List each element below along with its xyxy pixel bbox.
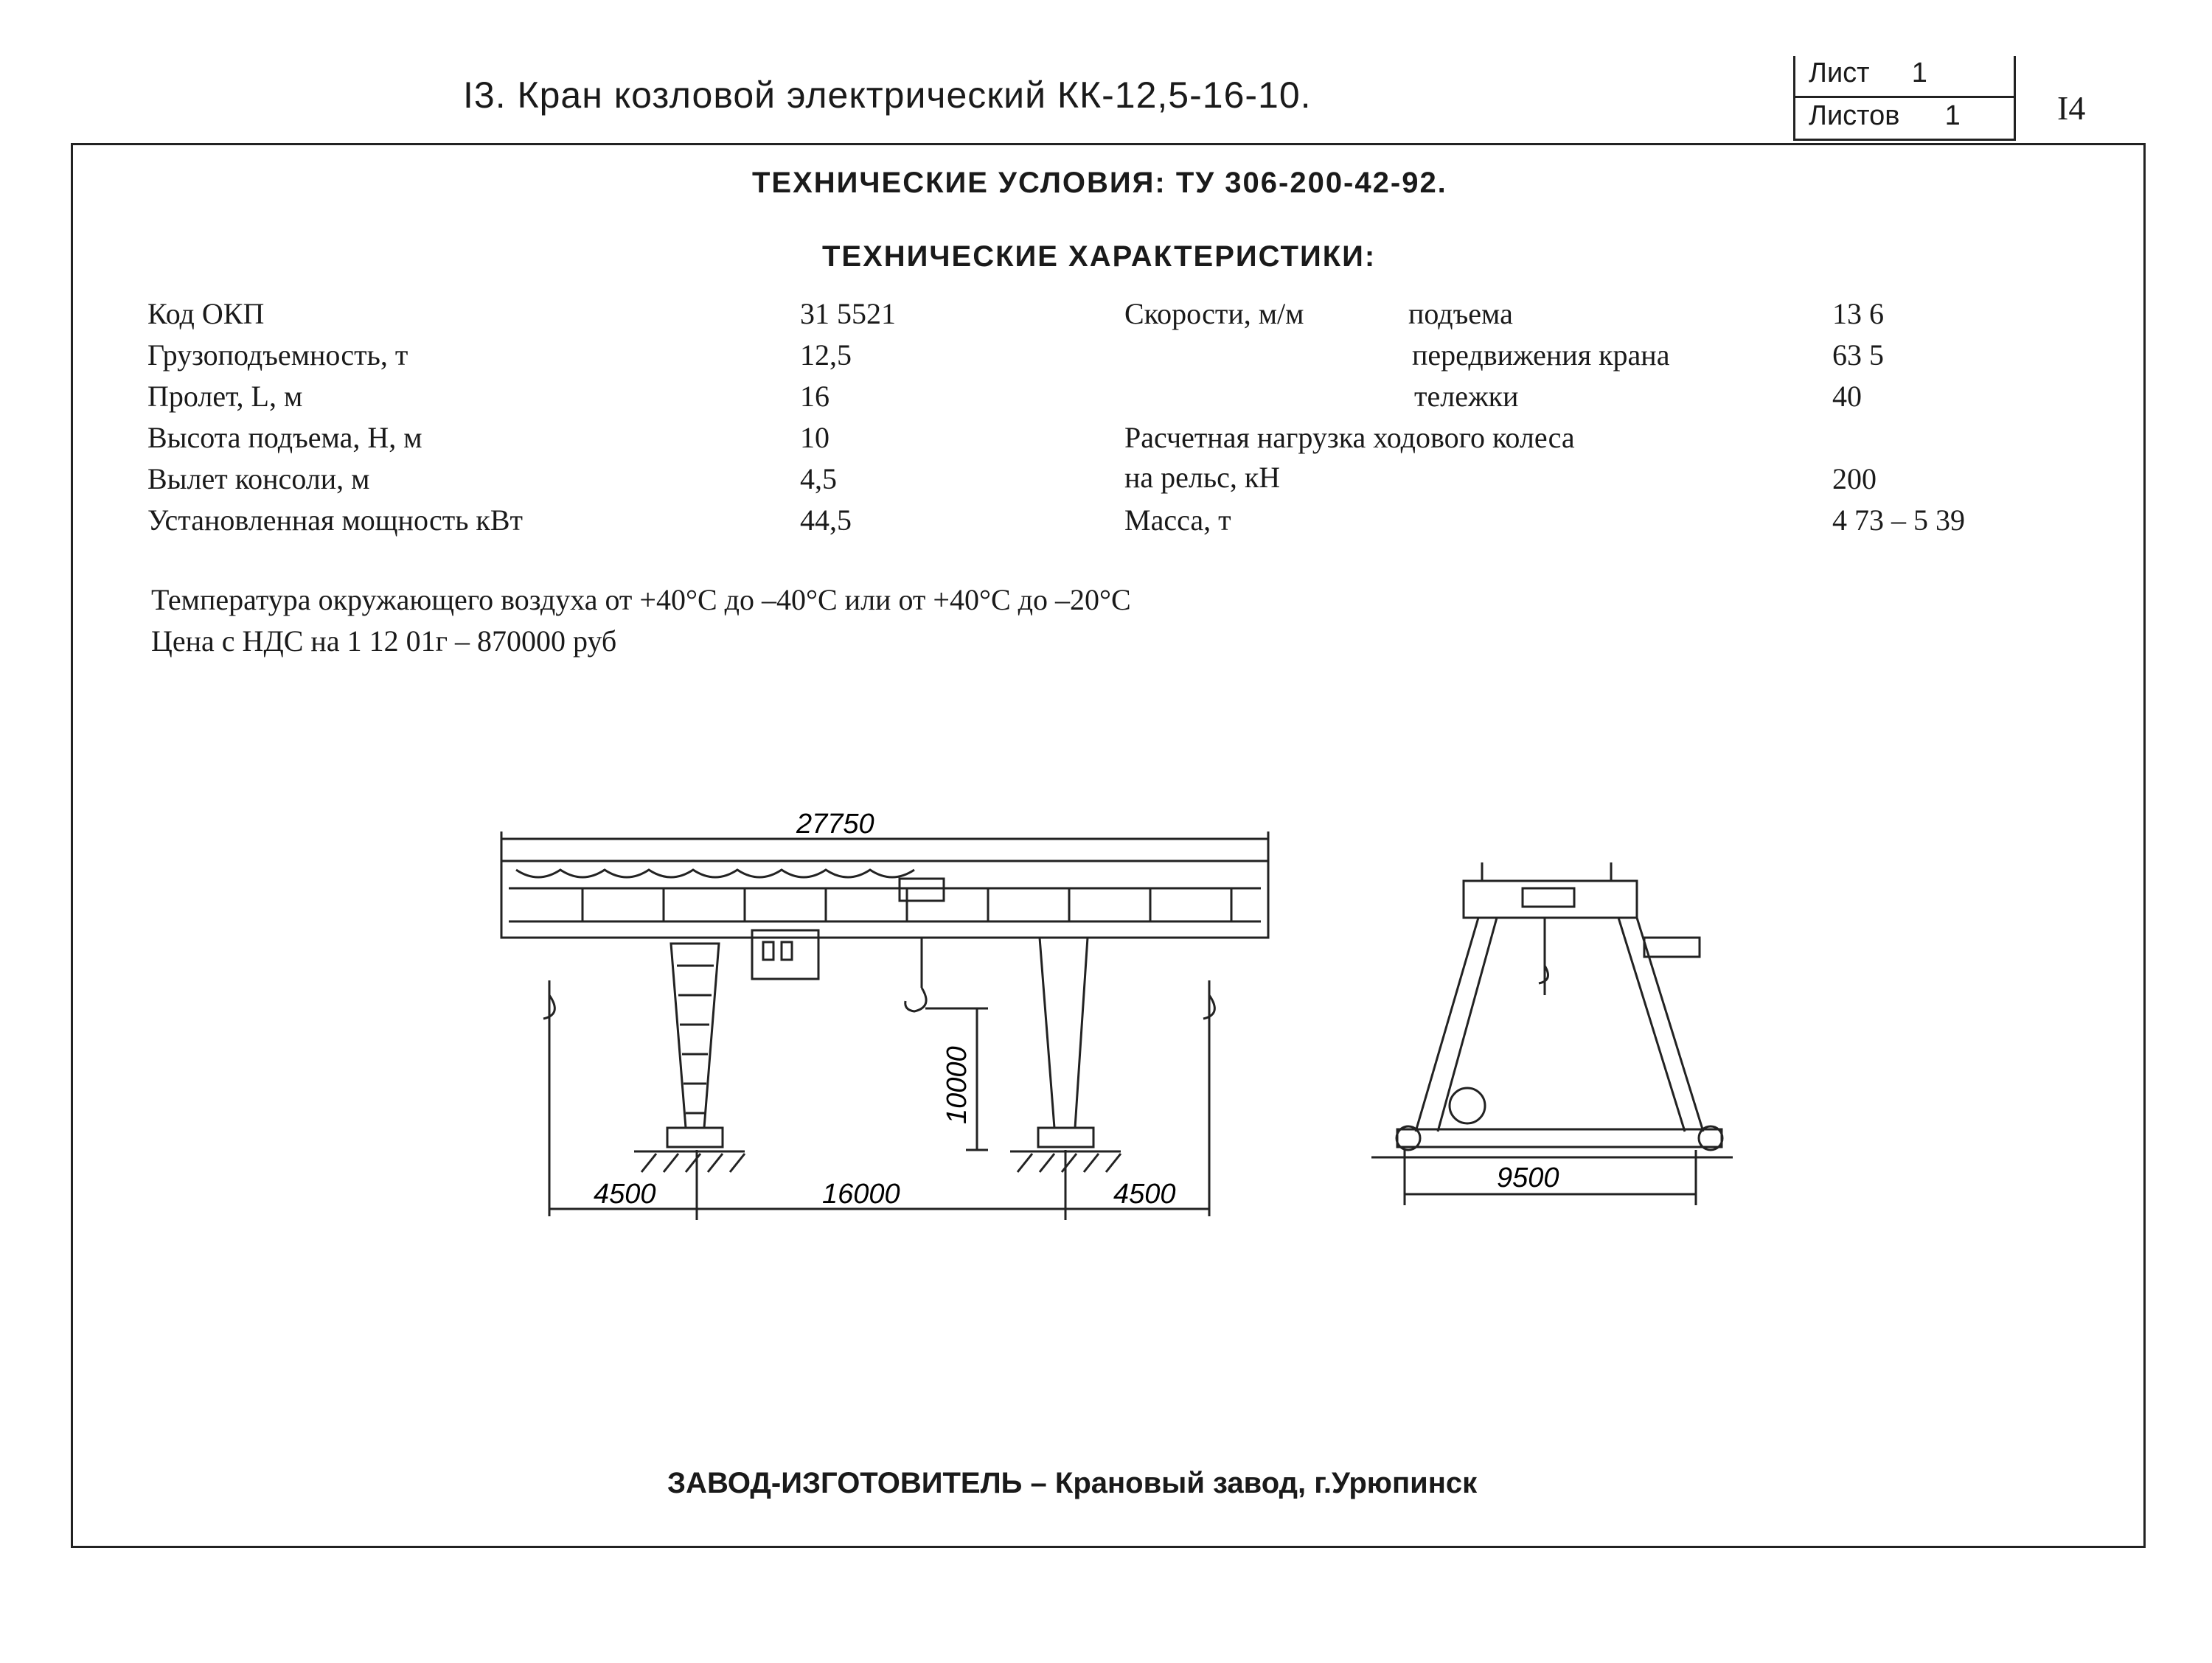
mass-value: 4 73 – 5 39	[1832, 503, 1965, 537]
overall-length-label: 27750	[796, 809, 874, 840]
spec-value: 4,5	[800, 462, 837, 495]
spec-label: Код ОКП	[147, 297, 265, 330]
speed-label: передвижения крана	[1412, 338, 1670, 372]
side-leg-right	[1618, 918, 1685, 1132]
characteristics-title: ТЕХНИЧЕСКИЕ ХАРАКТЕРИСТИКИ:	[822, 240, 1377, 273]
side-trolley	[1523, 888, 1574, 907]
sheet-value: 1	[1911, 57, 1927, 88]
spec-value: 12,5	[800, 338, 852, 372]
cabin-window	[763, 942, 773, 960]
document-title: I3. Кран козловой электрический КК-12,5-16-10.	[463, 74, 1312, 116]
spec-value: 31 5521	[800, 297, 896, 330]
spec-label: Пролет, L, м	[147, 380, 303, 413]
temperature-note: Температура окружающего воздуха от +40°С до –40°С или от +40°С до –20°С	[151, 583, 1131, 616]
side-base-beam	[1397, 1129, 1722, 1147]
sheet-label: Лист	[1809, 57, 1870, 88]
load-value: 200	[1832, 462, 1877, 495]
hook-icon	[905, 988, 926, 1011]
cable-drum	[1450, 1088, 1485, 1123]
side-girder	[1464, 881, 1637, 918]
spec-label: Вылет консоли, м	[147, 462, 370, 495]
spec-value: 10	[800, 421, 830, 454]
span-label: 16000	[822, 1179, 900, 1210]
load-label: на рельс, кН	[1124, 461, 1281, 494]
spec-value: 44,5	[800, 503, 852, 537]
cabin-window	[782, 942, 792, 960]
ground-hatch	[1018, 1154, 1121, 1172]
mass-label: Масса, т	[1124, 503, 1231, 537]
spec-label: Грузоподъемность, т	[147, 338, 408, 372]
manufacturer: ЗАВОД-ИЗГОТОВИТЕЛЬ – Крановый завод, г.Урюпинск	[667, 1467, 1478, 1499]
hook-icon	[1539, 966, 1548, 983]
right-bogie	[1038, 1128, 1093, 1147]
spec-value: 16	[800, 380, 830, 413]
price-note: Цена с НДС на 1 12 01г – 870000 руб	[151, 624, 617, 658]
technical-conditions: ТЕХНИЧЕСКИЕ УСЛОВИЯ: ТУ 306-200-42-92.	[752, 167, 1447, 199]
side-view	[1371, 862, 1733, 1205]
ground-hatch	[641, 1154, 745, 1172]
load-label: Расчетная нагрузка ходового колеса	[1124, 421, 1575, 454]
side-cabin	[1644, 938, 1700, 957]
left-leg	[671, 944, 719, 1128]
cable-festoon	[516, 870, 914, 877]
console-right-label: 4500	[1113, 1179, 1176, 1210]
sheets-value: 1	[1944, 100, 1961, 131]
speed-value: 63 5	[1832, 338, 1884, 372]
speed-label: тележки	[1414, 380, 1519, 413]
console-left-label: 4500	[594, 1179, 656, 1210]
page-number: I4	[2057, 89, 2086, 127]
speed-value: 40	[1832, 380, 1862, 413]
sheets-label: Листов	[1809, 100, 1900, 131]
spec-label: Высота подъема, Н, м	[147, 421, 422, 454]
height-label: 10000	[942, 1046, 973, 1124]
front-view	[501, 832, 1268, 1220]
spec-label: Установленная мощность кВт	[147, 503, 524, 537]
speed-value: 13 6	[1832, 297, 1884, 330]
speeds-label: Скорости, м/м	[1124, 297, 1304, 330]
speed-label: подъема	[1408, 297, 1513, 330]
track-label: 9500	[1497, 1162, 1559, 1193]
right-leg	[1040, 938, 1088, 1128]
left-bogie	[667, 1128, 723, 1147]
main-girder	[501, 861, 1268, 938]
side-leg-right	[1637, 918, 1703, 1132]
